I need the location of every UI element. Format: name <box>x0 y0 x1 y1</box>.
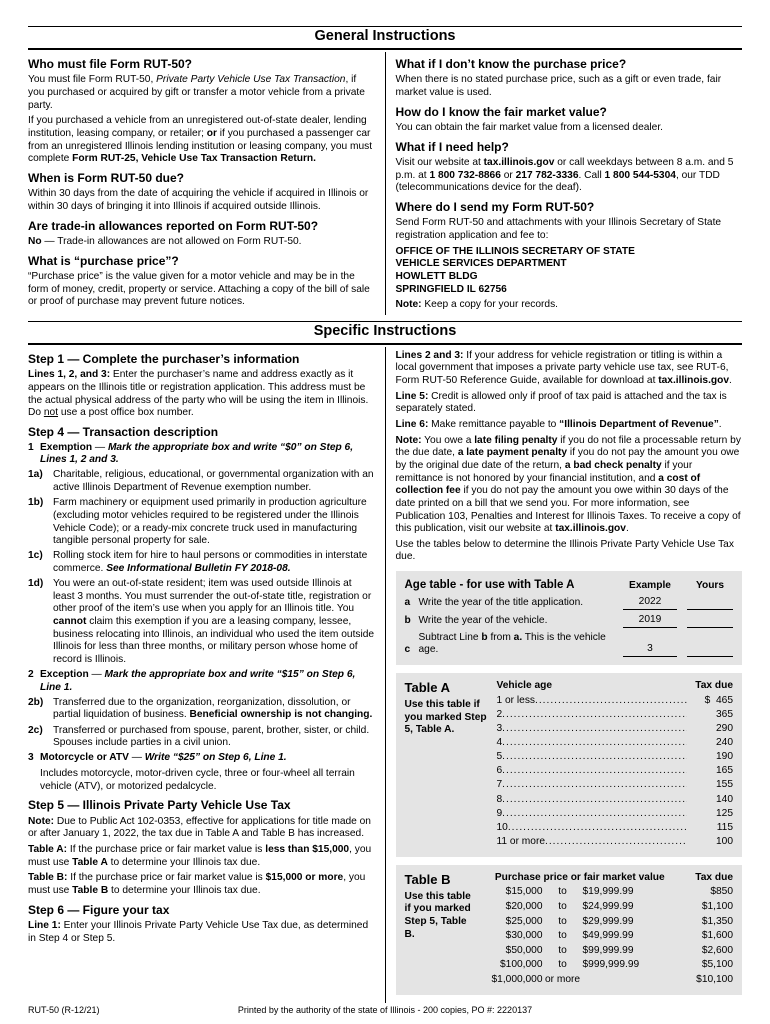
vehicle-age-value: 10 <box>496 821 508 833</box>
item-text: You were an out-of-state resident; item was used outside Illinois at least 3 months. You must surrender the out-of-state title, registration or other proof of the item’s use when you apply for an Illinois title. You cannot claim this exemption if you are a leasing company, lessee, business relocating into Illinois, an individual who used the item outside Illinois for less than three months, or military person whose home of record is Illinois. <box>53 578 375 665</box>
price-from-value: $15,000 <box>505 886 543 898</box>
tax-due-value: $5,100 <box>701 959 733 971</box>
text-run-b: Lines 1, 2, and 3: <box>28 369 111 381</box>
age-table-header <box>405 578 734 592</box>
address-block <box>396 246 743 297</box>
age-row-yours-blank <box>687 598 733 610</box>
dot-leader <box>502 751 687 764</box>
text-run-b: b <box>481 631 488 643</box>
table-a-row <box>497 822 734 835</box>
vehicle-age-value: 1 or less <box>496 694 536 706</box>
vehicle-age-value: 5 <box>496 751 503 763</box>
text-run-b: Beneficial ownership is not changing. <box>189 709 373 721</box>
text-run-b: tax.illinois.gov <box>658 375 730 387</box>
dot-leader <box>502 779 687 792</box>
table-a-column-headers <box>497 680 734 693</box>
text-run-bi: Mark the appropriate box and write “$0” on Step 6, Lines 1, 2 and 3. <box>40 441 354 466</box>
price-to-value: $24,999.99 <box>582 900 634 912</box>
text-run-b: a late payment penalty <box>457 447 568 459</box>
price-to-value: $29,999.99 <box>582 915 634 927</box>
paragraph: You can obtain the fair market value from a licensed dealer. <box>395 122 663 134</box>
tax-due-value: 125 <box>716 807 733 819</box>
table-b-note: Use this table if you marked Step 5, Table B. <box>404 890 471 940</box>
paragraph: Table B: If the purchase price or fair market value is $15,000 or more, you must use Table B to determine your Illinois tax due. <box>28 872 366 896</box>
text-run-b: 1 800 544-5304 <box>604 169 676 181</box>
paragraph: Table A: If the purchase price or fair market value is less than $15,000, you must use Table A to determine your Illinois tax due. <box>28 844 372 868</box>
dot-leader <box>502 723 687 736</box>
range-connector: or more <box>544 974 581 986</box>
table-b-row <box>479 886 734 899</box>
range-connector: to <box>558 944 567 956</box>
list-item <box>28 497 375 548</box>
range-connector: to <box>558 886 567 898</box>
tax-due-value: $2,600 <box>701 944 733 956</box>
vehicle-age-value: 11 or more <box>496 835 546 847</box>
specific-right-column <box>396 347 743 1003</box>
tax-due-value: 365 <box>716 708 733 720</box>
item-number: 2b) <box>28 696 44 708</box>
table-b-body <box>479 872 734 987</box>
age-table-title: Age table - for use with Table A <box>404 579 575 592</box>
table-a-row <box>497 709 734 722</box>
section-heading: How do I know the fair market value? <box>395 104 607 119</box>
list-item <box>28 669 375 694</box>
text-run-b: 217 782-3336 <box>515 169 579 181</box>
section-heading: What if I need help? <box>395 139 509 154</box>
text-run-b: Form RUT-25, Vehicle Use Tax Transaction Return. <box>72 153 316 165</box>
general-right-column <box>396 52 743 315</box>
text-run-u: not <box>43 407 59 419</box>
text-run-b: late filing penalty <box>474 434 558 446</box>
table-a-tax-due-header: Tax due <box>695 679 733 691</box>
section-heading: What is “purchase price”? <box>28 253 179 268</box>
paragraph: Send Form RUT-50 and attachments with your Illinois Secretary of State registration application and fee to: <box>395 217 722 242</box>
section-heading: Who must file Form RUT-50? <box>28 56 193 71</box>
footer-form-id: RUT-50 (R-12/21) <box>28 1004 100 1015</box>
tax-due-value: $10,100 <box>696 974 733 986</box>
table-a-row <box>497 765 734 778</box>
text-run-b: Line 5: <box>395 390 429 402</box>
text-run-b: Motorcycle or ATV <box>40 752 129 764</box>
text-run-b: tax.illinois.gov <box>483 157 555 169</box>
table-b-column-headers <box>479 872 734 885</box>
text-run-bi: Mark the appropriate box and write “$15” on Step 6, Line 1. <box>40 669 356 693</box>
age-row-example-value: 3 <box>623 643 677 657</box>
text-run-b: Note: <box>395 434 422 446</box>
text-run-b: $15,000 or more <box>265 872 344 884</box>
tax-due-value: $1,100 <box>701 900 733 912</box>
address-line: SPRINGFIELD IL 62756 <box>395 283 507 295</box>
dot-leader <box>502 808 687 821</box>
age-row-letter: c <box>404 644 411 656</box>
text-run-b: less than $15,000 <box>265 844 350 855</box>
tax-due-value: 240 <box>716 736 733 748</box>
item-number: 1c) <box>28 550 43 562</box>
table-b-price-header: Purchase price or fair market value <box>494 871 665 883</box>
specific-instructions-section <box>28 345 742 1009</box>
table-b-sidebar <box>405 872 479 987</box>
text-run-b: “Illinois Department of Revenue” <box>559 419 719 431</box>
price-to-value: $49,999.99 <box>582 930 634 942</box>
text-run-bi: Write “$25” on Step 6, Line 1. <box>144 752 287 764</box>
paragraph: You must file Form RUT-50, Private Party Vehicle Use Tax Transaction, if you purchased or acquired by gift or transfer a motor vehicle from a private party. <box>28 74 365 111</box>
text-run-b: tax.illinois.gov <box>555 523 626 535</box>
age-row-text: Subtract Line b from a. This is the vehicle age. <box>418 631 606 656</box>
tax-due-value: 140 <box>716 793 733 805</box>
table-a-row <box>497 723 734 736</box>
item-number: 1d) <box>28 578 44 590</box>
table-a-row <box>497 794 734 807</box>
section-heading: Step 4 — Transaction description <box>28 424 219 439</box>
tax-due-value: $ 465 <box>704 694 733 706</box>
footer-print-authority: Printed by the authority of the state of Illinois - 200 copies, PO #: 2220137 <box>237 1004 533 1015</box>
tax-due-value: 100 <box>716 835 733 847</box>
dot-leader <box>502 737 687 750</box>
table-a-row <box>497 779 734 792</box>
list-item <box>28 550 375 575</box>
text-run-b: cannot <box>53 616 87 627</box>
age-table-box <box>396 571 743 665</box>
table-b-box <box>396 865 743 995</box>
section-heading: Step 1 — Complete the purchaser’s information <box>28 351 300 366</box>
specific-instructions-title: Specific Instructions <box>313 322 457 339</box>
list-item <box>28 469 375 494</box>
address-line: OFFICE OF THE ILLINOIS SECRETARY OF STATE <box>395 245 635 257</box>
age-row-example-value: 2019 <box>623 614 677 628</box>
age-table-row <box>405 632 734 657</box>
age-row-yours-blank <box>687 616 733 628</box>
text-run-b: Note: <box>28 815 55 827</box>
tax-due-value: 290 <box>716 722 733 734</box>
text-run-b: Lines 2 and 3: <box>395 349 464 361</box>
table-b-row <box>479 901 734 914</box>
item-number: 3 <box>28 752 34 764</box>
item-number: 1b) <box>28 497 44 509</box>
table-a-rows <box>497 695 734 849</box>
vehicle-age-value: 6 <box>496 765 503 777</box>
price-to-value: $19,999.99 <box>582 886 634 898</box>
section-heading: When is Form RUT-50 due? <box>28 170 185 185</box>
paragraph: Line 5: Credit is allowed only if proof of tax paid is attached and the tax is separately stated. <box>395 390 727 415</box>
vehicle-age-value: 4 <box>496 736 503 748</box>
age-row-text: Write the year of the vehicle. <box>418 614 548 626</box>
table-b-title: Table B <box>404 871 451 887</box>
table-b-row <box>479 974 734 987</box>
text-run-b: Line 6: <box>395 419 429 431</box>
general-instructions-title: General Instructions <box>314 28 456 44</box>
price-from-value: $50,000 <box>505 944 543 956</box>
text-run-b: Note: <box>395 299 422 311</box>
table-a-row <box>497 737 734 750</box>
age-row-letter: b <box>404 614 411 626</box>
paragraph: Line 1: Enter your Illinois Private Party Vehicle Use Tax due, as determined in Step 4 or Step 5. <box>28 919 369 944</box>
tax-due-value: $1,600 <box>701 930 733 942</box>
paragraph: Visit our website at tax.illinois.gov or call weekdays between 8 a.m. and 5 p.m. at 1 800 732-8866 or 217 782-3336. Call 1 800 544-5304, our TDD (telecommunications device for the deaf). <box>395 157 734 194</box>
section-heading: Step 6 — Figure your tax <box>28 902 170 917</box>
tax-due-value: 190 <box>716 751 733 763</box>
table-a-row <box>497 751 734 764</box>
text-run-b: Table A: <box>28 844 68 855</box>
text-run-b: Exemption <box>40 441 93 453</box>
table-b-tax-due-header: Tax due <box>695 871 733 883</box>
dot-leader <box>545 836 687 849</box>
range-connector: to <box>558 915 567 927</box>
table-b-rows <box>479 886 734 986</box>
address-line: VEHICLE SERVICES DEPARTMENT <box>395 258 567 270</box>
text-run-i: Private Party Vehicle Use Tax Transaction <box>156 74 346 86</box>
list-item <box>28 578 375 666</box>
paragraph: If you purchased a vehicle from an unregistered out-of-state dealer, lending institution, leasing company, or retailer; or if you purchased a passenger car from an unregistered Illinois lending institution or leasing company, you must complete Form RUT-25, Vehicle Use Tax Transaction Return. <box>28 115 373 165</box>
dot-leader <box>502 794 687 807</box>
dot-leader <box>508 822 687 835</box>
table-a-vehicle-age-header: Vehicle age <box>496 679 552 691</box>
text-run-b: a cost of collection fee <box>395 472 701 497</box>
table-b-row <box>479 930 734 943</box>
table-b-row <box>479 916 734 929</box>
paragraph: Includes motorcycle, motor-driven cycle, three or four-wheel all terrain vehicle (ATV), or motorized pedalcycle. <box>40 768 355 792</box>
dot-leader <box>502 765 687 778</box>
text-run-b: Table B: <box>28 872 68 884</box>
item-number: 2 <box>28 669 34 681</box>
table-b-row <box>479 959 734 972</box>
paragraph: Lines 1, 2, and 3: Enter the purchaser’s name and address exactly as it appears on the Illinois title or registration application. This address must be the actual physical address of the party who will be using the item in Illinois. Do not use a post office box number. <box>28 369 369 419</box>
age-table-rows <box>405 596 734 657</box>
table-a-note: Use this table if you marked Step 5, Table A. <box>404 699 487 736</box>
vehicle-age-value: 9 <box>496 807 503 819</box>
price-to-value: $99,999.99 <box>582 944 634 956</box>
item-text: Exemption — Mark the appropriate box and write “$0” on Step 6, Lines 1, 2 and 3. <box>40 441 354 466</box>
paragraph: Line 6: Make remittance payable to “Illinois Department of Revenue”. <box>395 419 722 431</box>
list-item <box>28 442 375 467</box>
range-connector: to <box>558 900 567 912</box>
table-a-title: Table A <box>404 679 451 695</box>
text-run-b: 1 800 732-8866 <box>429 169 501 181</box>
general-instructions-section <box>28 50 742 321</box>
age-table-yours-header: Yours <box>695 579 725 591</box>
text-run-bi: See Informational Bulletin FY 2018-08. <box>106 562 291 574</box>
section-heading: Are trade-in allowances reported on Form RUT-50? <box>28 218 319 233</box>
item-text: Farm machinery or equipment used primarily in production agriculture (excluding motor vehicles required to be registered under the Illinois Vehicle Code); or a ready-mix concrete truck used in manufacturing tangible personal property for sale. <box>53 497 367 547</box>
vehicle-age-value: 8 <box>496 793 503 805</box>
general-left-column <box>28 52 375 315</box>
range-connector: to <box>558 959 567 971</box>
column-divider <box>385 347 386 1003</box>
section-heading: Where do I send my Form RUT-50? <box>395 199 595 214</box>
paragraph: Note: Due to Public Act 102-0353, effective for applications for title made on or after January 1, 2022, the tax due in Table A and Table B has increased. <box>28 815 371 840</box>
list-item <box>28 725 375 750</box>
vehicle-age-value: 2 <box>496 708 503 720</box>
tax-due-value: $850 <box>710 886 733 898</box>
table-a-row <box>497 836 734 849</box>
address-line: HOWLETT BLDG <box>395 270 478 282</box>
item-text: Transferred or purchased from spouse, parent, brother, sister, or child. Spouses include parties in a civil union. <box>53 724 370 749</box>
age-table-row <box>405 596 734 610</box>
item-number: 2c) <box>28 724 43 736</box>
table-a-row <box>497 808 734 821</box>
dot-leader <box>535 695 687 708</box>
text-run-b: a bad check penalty <box>564 459 662 471</box>
text-run-b: a. <box>513 631 523 643</box>
section-heading: What if I don’t know the purchase price? <box>395 56 627 71</box>
item-number: 1a) <box>28 469 43 481</box>
text-run-b: Exception <box>40 669 89 681</box>
price-from-value: $20,000 <box>505 900 543 912</box>
text-run-b: or <box>206 127 217 139</box>
paragraph: When there is no stated purchase price, such as a gift or even trade, fair market value is used. <box>395 74 722 98</box>
table-a-body <box>497 680 734 849</box>
age-table-row <box>405 614 734 628</box>
item-number: 1 <box>28 441 34 453</box>
paragraph: No — Trade-in allowances are not allowed on Form RUT-50. <box>28 235 302 247</box>
paragraph: Within 30 days from the date of acquiring the vehicle if acquired in Illinois or within 30 days of bringing it into Illinois if acquired outside Illinois. <box>28 188 369 212</box>
table-a-box <box>396 673 743 857</box>
item-text: Charitable, religious, educational, or governmental organization with an active Illinois Department of Revenue exemption number. <box>53 469 374 494</box>
age-row-example-value: 2022 <box>623 596 677 610</box>
text-run-b: Table B <box>72 884 109 896</box>
vehicle-age-value: 7 <box>496 779 503 791</box>
price-from-value: $1,000,000 <box>491 974 543 986</box>
age-row-yours-blank <box>687 645 733 657</box>
page-footer <box>28 1005 742 1016</box>
price-from-value: $30,000 <box>505 930 543 942</box>
vehicle-age-value: 3 <box>496 722 503 734</box>
table-a-sidebar <box>405 680 497 849</box>
tax-due-value: 115 <box>716 821 733 833</box>
specific-right-intro <box>396 350 743 564</box>
tax-due-value: 155 <box>716 779 733 791</box>
text-run-b: Table A <box>72 856 108 868</box>
price-from-value: $100,000 <box>500 959 543 971</box>
age-row-text: Write the year of the title application. <box>418 597 584 609</box>
text-run-b: No <box>28 235 42 247</box>
age-table-example-header: Example <box>629 579 671 591</box>
paragraph: Note: You owe a late filing penalty if you do not file a processable return by the due date, a late payment penalty if you do not pay the amount you owe by the original due date of the return, a bad check penalty if your remittance is not honored by your financial institution, and a cost of collection fee if you do not pay the amount you owe within 30 days of the date printed on a bill that we send you. For more information, see Publication 103, Penalties and Interest for Illinois Taxes. To receive a copy of this publication, visit our website at tax.illinois.gov. <box>395 434 741 535</box>
age-row-letter: a <box>404 597 411 609</box>
price-to-value <box>583 974 682 987</box>
table-b-row <box>479 945 734 958</box>
text-run-b: Line 1: <box>28 919 61 931</box>
item-text: Exception — Mark the appropriate box and write “$15” on Step 6, Line 1. <box>40 669 356 693</box>
dot-leader <box>502 709 687 722</box>
price-to-value: $999,999.99 <box>582 959 640 971</box>
specific-left-column <box>28 347 375 1003</box>
price-from-value: $25,000 <box>505 915 543 927</box>
tax-due-value: 165 <box>716 765 733 777</box>
paragraph: Note: Keep a copy for your records. <box>395 299 558 311</box>
paragraph: Lines 2 and 3: If your address for vehicle registration or titling is within a local government that imposes a private party vehicle use tax, see RUT-6, Form RUT-50 Reference Guide, available for download at tax.illinois.gov. <box>395 349 732 387</box>
table-a-row <box>497 695 734 708</box>
list-item <box>28 752 375 765</box>
tax-due-value: $1,350 <box>701 915 733 927</box>
column-divider <box>385 52 386 315</box>
range-connector: to <box>558 930 567 942</box>
list-item <box>28 697 375 722</box>
item-text: Rolling stock item for hire to haul persons or commodities in interstate commerce. See Informational Bulletin FY 2018-08. <box>53 550 368 574</box>
paragraph: Use the tables below to determine the Illinois Private Party Vehicle Use Tax due. <box>395 538 734 563</box>
item-text: Transferred due to the organization, reorganization, dissolution, or partial liquidation of business. Beneficial ownership is not changing. <box>53 696 373 721</box>
paragraph: “Purchase price” is the value given for a motor vehicle and may be in the form of money, credit, property or service. Attaching a copy of the bill of sale or proof of purchase may prevent future notices. <box>28 270 370 308</box>
item-text: Motorcycle or ATV — Write “$25” on Step 6, Line 1. <box>40 752 287 764</box>
section-heading: Step 5 — Illinois Private Party Vehicle Use Tax <box>28 798 291 813</box>
